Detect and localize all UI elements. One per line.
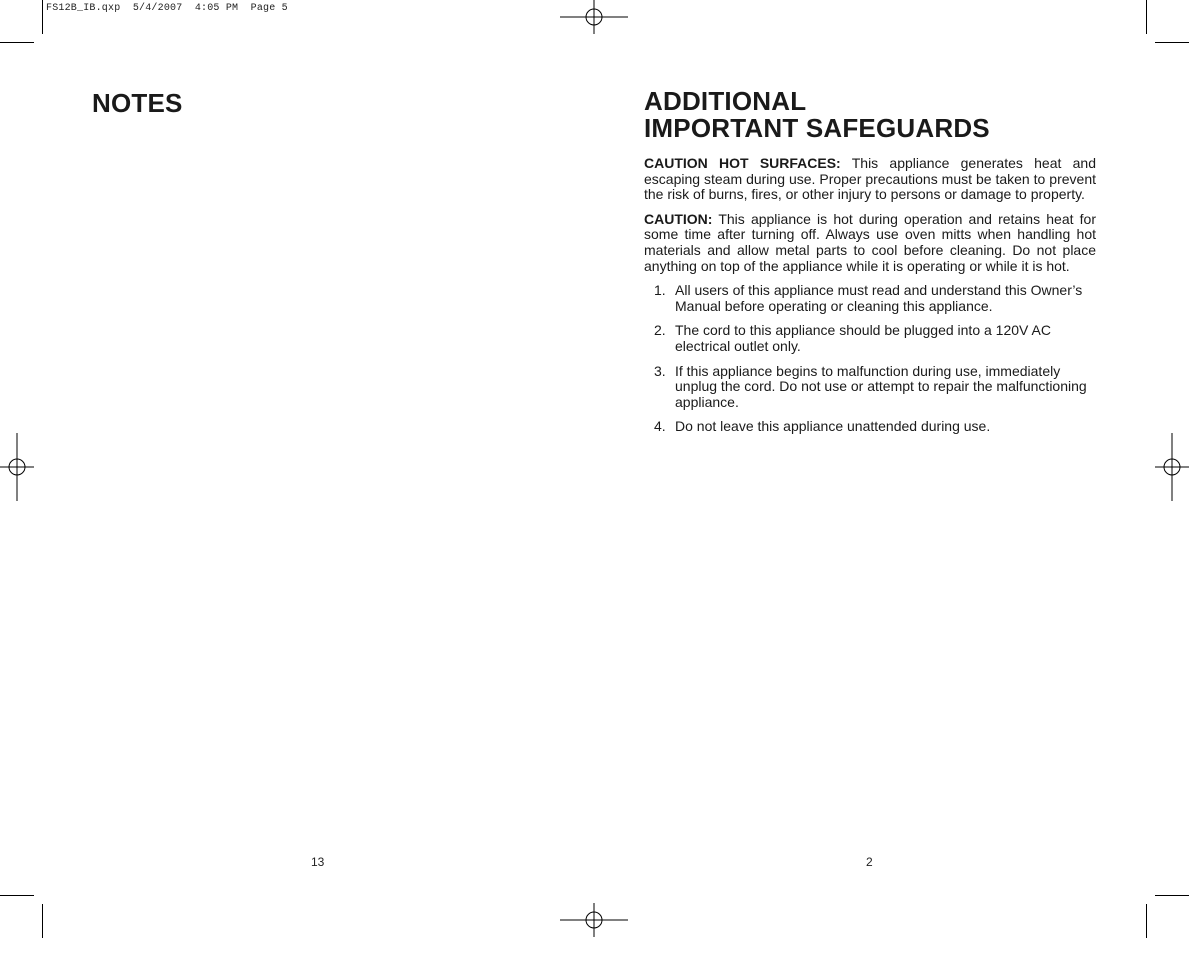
crop-mark-top-right-vertical xyxy=(1146,0,1147,34)
list-item-text: If this appliance begins to malfunction during use, immediately unplug the cord. Do not use or attempt to repair the malfunctioning appliance. xyxy=(675,362,1087,410)
safeguards-title xyxy=(644,88,1096,142)
list-item-number: 3. xyxy=(654,362,666,379)
list-item-number: 2. xyxy=(654,322,666,339)
safeguards-section xyxy=(644,88,1096,444)
caution-label: CAUTION: xyxy=(644,210,713,227)
list-item-text: Do not leave this appliance unattended during use. xyxy=(675,418,991,435)
list-item xyxy=(644,364,1096,411)
list-item xyxy=(644,283,1096,314)
crop-mark-bottom-left-vertical xyxy=(42,904,43,938)
list-item-text: All users of this appliance must read and understand this Owner’s Manual before operating or cleaning this appliance. xyxy=(675,282,1083,314)
crop-mark-top-left-vertical xyxy=(42,0,43,34)
crop-mark-bottom-right-vertical xyxy=(1146,904,1147,938)
safeguards-title-line1: ADDITIONAL xyxy=(644,86,807,116)
list-item-text: The cord to this appliance should be plugged into a 120V AC electrical outlet only. xyxy=(675,322,1051,354)
left-page-number: 13 xyxy=(311,855,325,869)
crop-mark-bottom-right-horizontal xyxy=(1155,895,1189,896)
caution-paragraph xyxy=(644,212,1096,274)
registration-mark-top-icon xyxy=(560,0,628,34)
registration-mark-right-icon xyxy=(1155,433,1189,501)
right-page-number: 2 xyxy=(866,855,873,869)
safeguards-title-line2: IMPORTANT SAFEGUARDS xyxy=(644,113,990,143)
crop-mark-top-left-horizontal xyxy=(0,42,34,43)
notes-title: NOTES xyxy=(92,88,183,118)
crop-mark-top-right-horizontal xyxy=(1155,42,1189,43)
registration-mark-bottom-icon xyxy=(560,903,628,937)
caution-hot-surfaces-text: This appliance generates heat and escaping steam during use. Proper precautions must be taken to prevent the risk of burns, fires, or other injury to persons or damage to property. xyxy=(644,155,1096,203)
crop-mark-bottom-left-horizontal xyxy=(0,895,34,896)
caution-hot-surfaces-paragraph xyxy=(644,156,1096,203)
list-item xyxy=(644,419,1096,435)
safeguards-list xyxy=(644,283,1096,435)
registration-mark-left-icon xyxy=(0,433,34,501)
caution-text: This appliance is hot during operation and retains heat for some time after turning off. Always use oven mitts when handling hot materials and allow metal parts to cool before cleaning. Do not place anything on top of the appliance while it is operating or while it is hot. xyxy=(644,210,1096,274)
list-item xyxy=(644,323,1096,354)
list-item-number: 4. xyxy=(654,418,666,435)
list-item-number: 1. xyxy=(654,282,666,299)
print-slug: FS12B_IB.qxp 5/4/2007 4:05 PM Page 5 xyxy=(46,3,288,14)
caution-hot-surfaces-label: CAUTION HOT SURFACES: xyxy=(644,155,841,171)
